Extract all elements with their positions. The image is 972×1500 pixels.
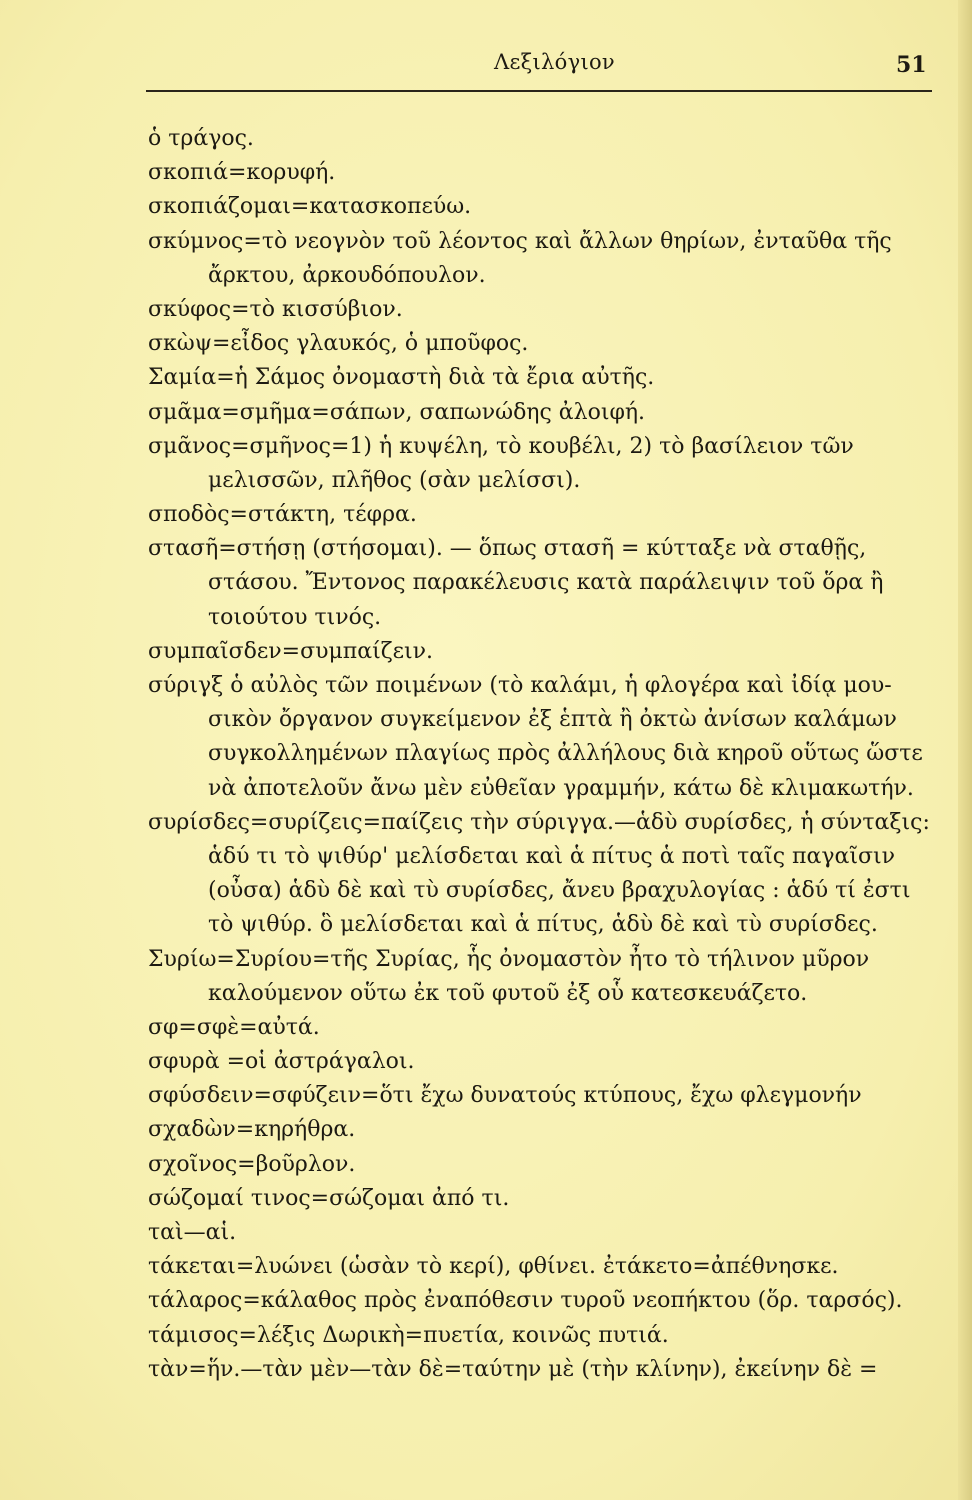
lexicon-entry — [148, 635, 948, 669]
entry-headline: τάλαρος=κάλαθος πρὸς ἐναπόθεσιν τυροῦ νεοπήκτου (ὅρ. ταρσός). — [148, 1288, 903, 1314]
lexicon-entry — [148, 225, 948, 293]
lexicon-entry — [148, 943, 948, 1011]
lexicon-entry — [148, 806, 948, 943]
entry-continuation: καλούμενον οὕτω ἐκ τοῦ φυτοῦ ἐξ οὗ κατεσκευάζετο. — [208, 980, 808, 1006]
lexicon-entry — [148, 156, 948, 190]
entry-headline: τάκεται=λυώνει (ὡσὰν τὸ κερί), φθίνει. ἐτάκετο=ἀπέθνησκε. — [148, 1254, 839, 1280]
entry-headline: σχαδὼν=κηρήθρα. — [148, 1117, 356, 1143]
entry-headline: σκύφος=τὸ κισσύβιον. — [148, 296, 403, 322]
entry-headline: σποδὸς=στάκτη, τέφρα. — [148, 502, 417, 528]
running-header-title: Λεξιλόγιον — [494, 50, 615, 74]
entry-headline: σμᾶνος=σμῆνος=1) ἡ κυψέλη, τὸ κουβέλι, 2) τὸ βασίλειον τῶν — [148, 433, 854, 459]
lexicon-entry — [148, 1113, 948, 1147]
entry-continuation: ἄρκτου, ἀρκουδόπουλον. — [208, 262, 486, 288]
lexicon-entry — [148, 361, 948, 395]
lexicon-entry — [148, 396, 948, 430]
entry-headline: ταὶ—αἱ. — [148, 1220, 237, 1245]
entry-continuation: μελισσῶν, πλῆθος (σὰν μελίσσι). — [208, 467, 581, 493]
entry-continuation: τοιούτου τινός. — [208, 604, 382, 630]
lexicon-entry — [148, 1319, 948, 1353]
entry-headline: σχοῖνος=βοῦρλον. — [148, 1151, 356, 1177]
lexicon-entry — [148, 1011, 948, 1045]
lexicon-entry — [148, 1148, 948, 1182]
lexicon-entry — [148, 327, 948, 361]
entry-headline: σφύσδειν=σφύζειν=ὅτι ἔχω δυνατούς κτύπους, ἔχω φλεγμονήν — [148, 1083, 862, 1109]
page-number: 51 — [896, 52, 927, 78]
entry-headline: συρίσδες=συρίζεις=παίζεις τὴν σύριγγα.—ἁδὺ συρίσδες, ἡ σύνταξις: — [148, 809, 930, 835]
lexicon-entry — [148, 1250, 948, 1284]
entry-continuation: σικὸν ὄργανον συγκείμενον ἐξ ἑπτὰ ἢ ὀκτὼ ἀνίσων καλάμων — [208, 707, 897, 733]
entry-headline: σύριγξ ὁ αὐλὸς τῶν ποιμένων (τὸ καλάμι, ἡ φλογέρα καὶ ἰδίᾳ μου- — [148, 673, 892, 698]
lexicon-entry — [148, 1353, 948, 1387]
entry-headline: σκὼψ=εἶδος γλαυκός, ὁ μποῦφος. — [148, 331, 529, 357]
entry-continuation: συγκολλημένων πλαγίως πρὸς ἀλλήλους διὰ κηροῦ οὕτως ὥστε — [208, 741, 923, 767]
lexicon-entry — [148, 1182, 948, 1216]
entry-continuation: (οὖσα) ἁδὺ δὲ καὶ τὺ συρίσδες, ἄνευ βραχυλογίας : ἁδύ τί ἐστι — [208, 878, 911, 904]
entry-headline: Σαμία=ἡ Σάμος ὀνομαστὴ διὰ τὰ ἔρια αὐτῆς. — [148, 365, 655, 391]
lexicon-entry — [148, 498, 948, 532]
entry-headline: σκοπιά=κορυφή. — [148, 160, 336, 186]
entry-continuation: ἁδύ τι τὸ ψιθύρ' μελίσδεται καὶ ἁ πίτυς ἁ ποτὶ ταῖς παγαῖσιν — [208, 843, 896, 869]
entry-headline: Συρίω=Συρίου=τῆς Συρίας, ἧς ὀνομαστὸν ἦτο τὸ τήλινον μῦρον — [148, 946, 870, 972]
lexicon-entry — [148, 669, 948, 806]
entry-continuation: τὸ ψιθύρ. ὃ μελίσδεται καὶ ἁ πίτυς, ἁδὺ δὲ καὶ τὺ συρίσδες. — [208, 912, 878, 938]
entry-headline: σμᾶμα=σμῆμα=σάπων, σαπωνώδης ἀλοιφή. — [148, 399, 646, 425]
lexicon-entry — [148, 293, 948, 327]
lexicon-entry — [148, 430, 948, 498]
entry-headline: τάμισος=λέξις Δωρικὴ=πυετία, κοινῶς πυτιά. — [148, 1322, 669, 1348]
lexicon-entry — [148, 532, 948, 635]
header-rule — [146, 90, 932, 92]
entry-headline: στασῆ=στήσῃ (στήσομαι). — ὅπως στασῆ = κύτταξε νὰ σταθῇς, — [148, 536, 867, 562]
lexicon-entry — [148, 190, 948, 224]
entry-headline: σκοπιάζομαι=κατασκοπεύω. — [148, 194, 472, 220]
page-spine-shadow — [958, 0, 972, 1500]
entry-headline: συμπαῖσδεν=συμπαίζειν. — [148, 638, 434, 664]
entry-headline: σκύμνος=τὸ νεογνὸν τοῦ λέοντος καὶ ἄλλων θηρίων, ἐνταῦθα τῆς — [148, 228, 892, 254]
entry-headline: ὁ τράγος. — [148, 126, 254, 151]
entry-continuation: νὰ ἀποτελοῦν ἄνω μὲν εὐθεῖαν γραμμήν, κάτω δὲ κλιμακωτήν. — [208, 775, 914, 801]
lexicon-entry — [148, 1216, 948, 1250]
lexicon-entry — [148, 122, 948, 156]
entry-continuation: στάσου. Ἔντονος παρακέλευσις κατὰ παράλειψιν τοῦ ὅρα ἢ — [208, 570, 884, 596]
lexicon-entry — [148, 1284, 948, 1318]
lexicon-entry — [148, 1045, 948, 1079]
entry-headline: σώζομαί τινος=σώζομαι ἀπό τι. — [148, 1185, 510, 1211]
lexicon-entry — [148, 1079, 948, 1113]
lexicon-entries — [148, 122, 948, 1387]
entry-headline: τὰν=ἥν.—τὰν μὲν—τὰν δὲ=ταύτην μὲ (τὴν κλίνην), ἐκείνην δὲ = — [148, 1356, 878, 1382]
entry-headline: σφυρὰ =οἱ ἀστράγαλοι. — [148, 1049, 415, 1075]
entry-headline: σφ=σφὲ=αὐτά. — [148, 1014, 320, 1040]
